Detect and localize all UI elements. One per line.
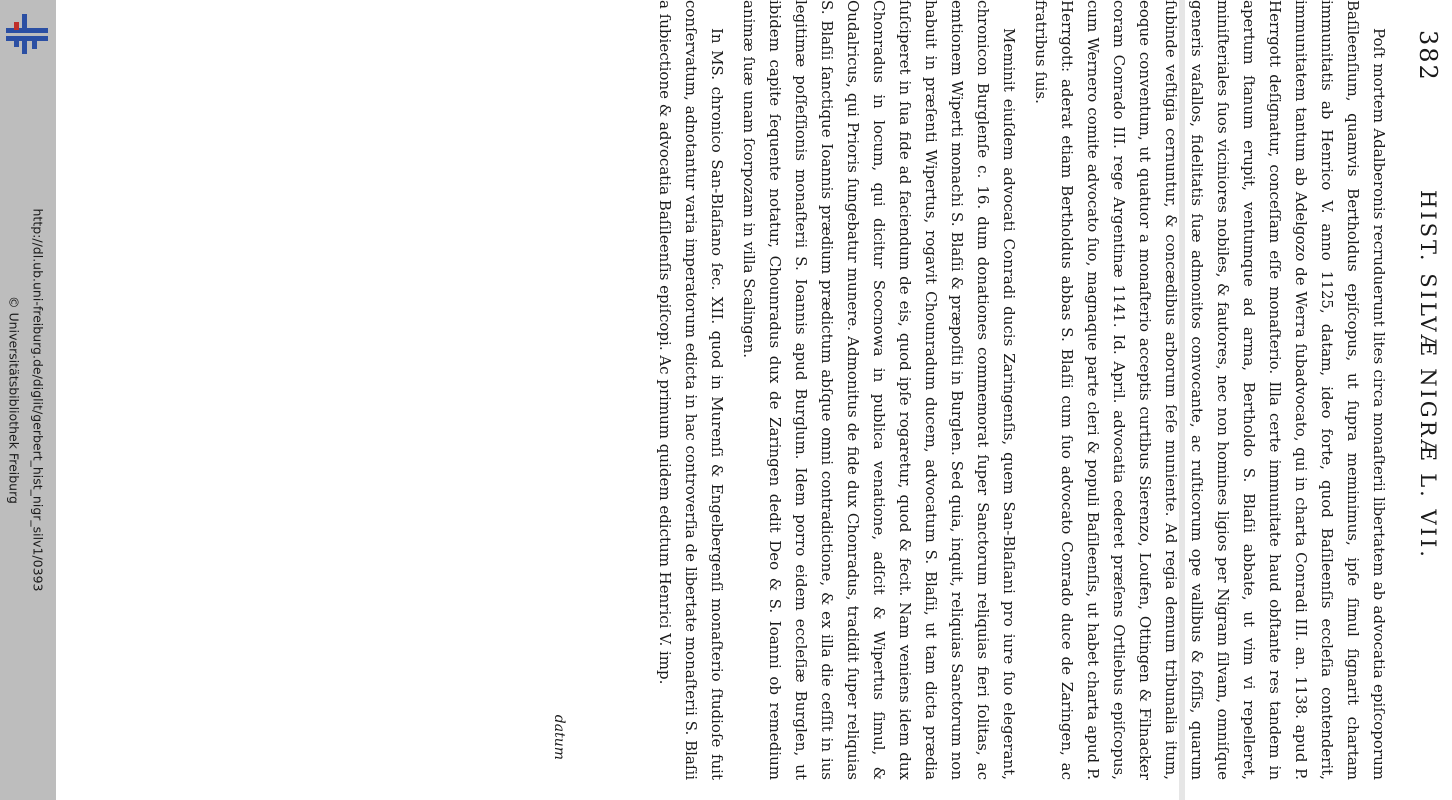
body-text [652, 0, 1392, 780]
catchword: datum [551, 714, 567, 760]
permalink-url[interactable]: http://dl.ub.uni-freiburg.de/diglit/gerbert_hist_nigr_silv1/0393 [30, 208, 46, 592]
running-title: HIST. SILVÆ NIGRÆ L. VII. [1416, 190, 1440, 560]
page-header [1408, 10, 1442, 790]
paragraph-3: In MS. chronico San-Blaſiano ſec. XII. quod in Murenſi & Engelbergenſi monaſterio ſtudioſe fuit conſervatum, adnotantur varia imperatorum edicta in hac controverſia de libertate monaſterii S. Blaſii a ſubiectione & advocatia Baſileenſis epiſcopi. Ac primum quidem edictum Henrici V. imp. [656, 0, 726, 780]
scanned-book-page [267, 0, 1452, 800]
copyright-notice: © Universitätsbibliothek Freiburg [6, 296, 22, 504]
sidebar [0, 0, 56, 800]
paragraph-1: Poſt mortem Adalberonis recruduerunt lites circa monaſterii libertatem ab advocatia epiſcoporum Baſileenſium, quamvis Bertholdus epiſcopus, ut ſupra meminimus, ipſe ſimul ſignarit chartam immunitatis ab Henrico V. anno 1125, datam, ideo forte, quod Baſileenſis eccleſia contenderit, immunitatem tantum ab Adelgozo de Werra ſubadvocato, qui in charta Conradi III. an. 1138. apud P. Herrgott deſignatur, conceſſam eſſe monaſterio. Illa certe immunitate haud obſtante res tandem in apertum ſtanum erupit, ventumque ad arma, Bertholdo S. Blaſii abbate, ut vim vi repelleret, miniſteriales ſuos viciniores nobiles, & fautores, nec non homines ligios per Nigram ſilvam, omniſque generis vaſallos, fidelitatis ſuæ admonitos convocante, ac ruſticorum ope vallibus & foſſis, quarum ſubinde veſtigia cernuntur, & concædibus arborum ſeſe muniente. Ad regia demum tribunalia itum, eoque conventum, ut quatuor a monaſterio acceptis curtibus Sierenzo, Loufen, Ottingen & Filnacker coram Conrado III. rege Argentinæ 1141. Id. April. advocatia cederet præſens Ortliebus epiſcopus, cum Wernero comite advocato ſuo, magnaque parte cleri & populi Baſileenſis, ut habet charta apud P. Herrgott: aderat etiam Bertholdus abbas S. Blaſii cum ſuo advocato Conrado duce de Zaringen, ac fratribus ſuis. [1032, 0, 1388, 780]
paragraph-2: Meminit eiuſdem advocati Conradi ducis Zaringenſis, quem San-Blaſiani pro iure ſuo elegerant, chronicon Burglenſe c. 16. dum donationes commemorat ſuper Sanctorum reliquias fieri ſolitas, ac emtionem Wiperti monachi S. Blaſii & præpoſiti in Burglen. Sed quia, inquit, reliquias Sanctorum non habuit in præſenti Wipertus, rogavit Chounradum ducem, advocatum S. Blaſii, ut tam dicta prædia ſuſciperet in ſua fide ad faciendum de eis, quod ipſe rogaretur, quod & fecit. Nam veniens idem dux Chonradus in locum, qui dicitur Scocnowa in publica venatione, adſcit & Wipertus ſimul, & Oudalricus, qui Prioris ſungebatur munere. Admonitus de fide dux Chonradus, tradidit ſuper reliquias S. Blaſii ſanctique Ioannis prædium prædictum abſque omni contradictione, & ex illa die ceſſit in ius legitimæ poſſeſſionis monaſterii S. Ioannis apud Burglum. Idem porro eidem eccleſiæ Burglen, ut ibidem capite ſequente notatur, Chounradus dux de Zaringen dedit Deo & S. Ioanni ob remedium animæ ſuæ unam ſcorpozam in villa Scalingen. [740, 0, 1018, 780]
university-library-logo-icon[interactable] [6, 14, 48, 54]
page-number: 382 [1414, 30, 1442, 82]
